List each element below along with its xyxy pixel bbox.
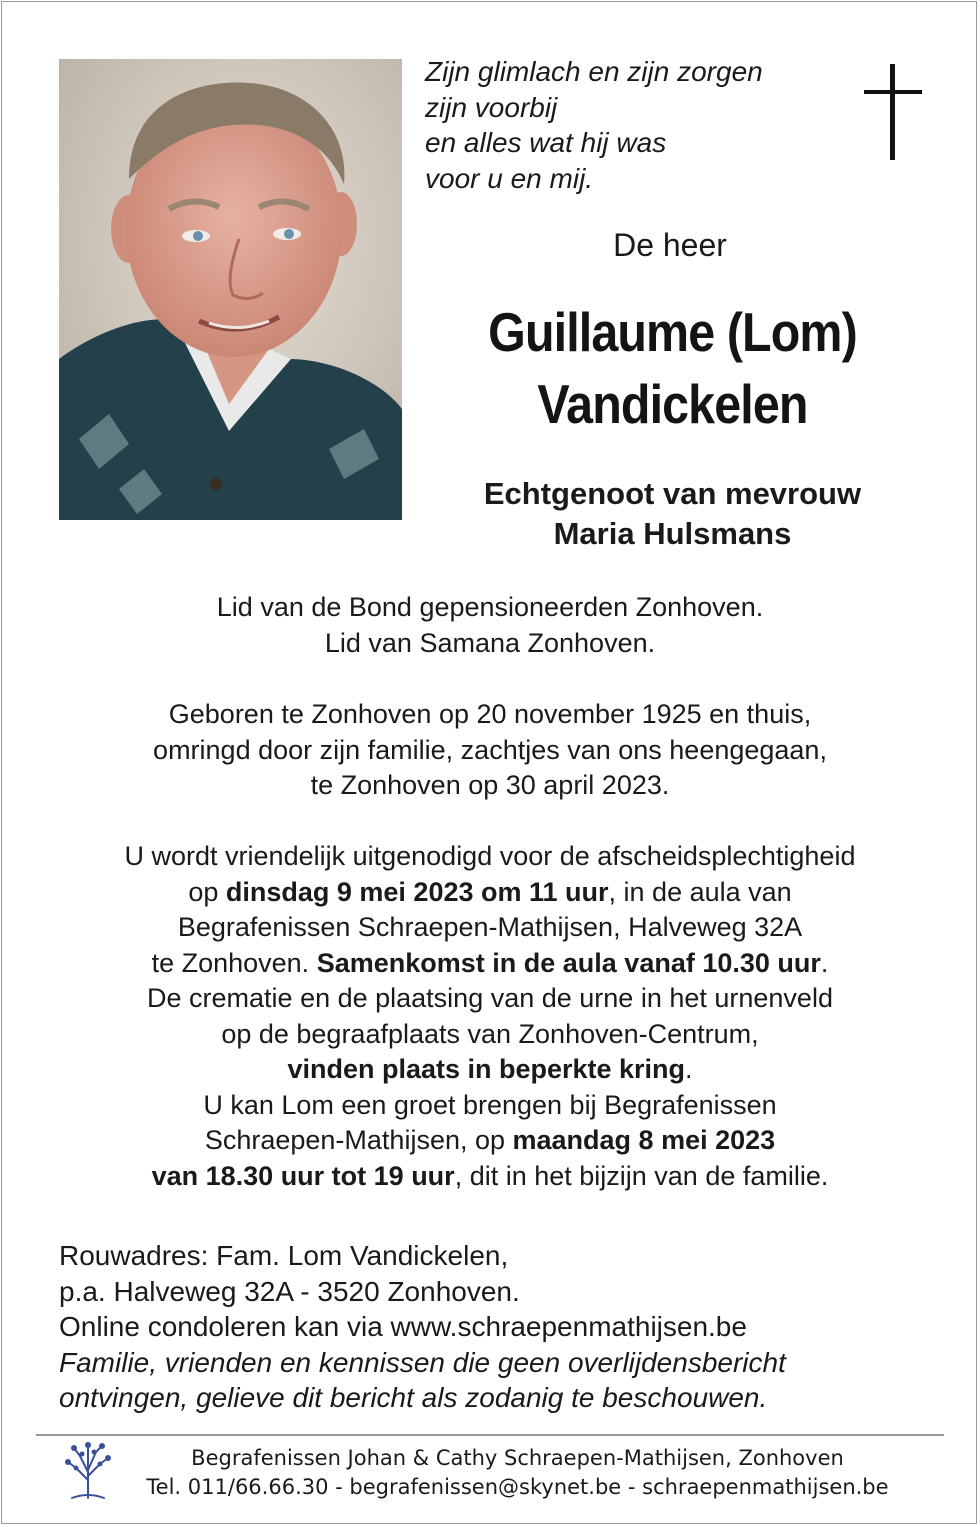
invitation-line (40, 1052, 940, 1088)
birth-death-paragraph (40, 697, 940, 804)
invitation-line (40, 946, 940, 982)
footer-company: Begrafenissen Johan & Cathy Schraepen-Mathijsen, Zonhoven (191, 1446, 844, 1470)
footer-contact: Tel. 011/66.66.30 - begrafenissen@skynet.be - schraepenmathijsen.be (146, 1475, 889, 1499)
spouse-line-2: Maria Hulsmans (553, 516, 792, 551)
visitation-time: van 18.30 uur tot 19 uur (151, 1160, 455, 1191)
funeral-home-footer (120, 1444, 915, 1502)
notice-line: ontvingen, gelieve dit bericht als zodanig te beschouwen. (59, 1382, 768, 1413)
poem-line: zijn voorbij (425, 91, 558, 123)
birth-death-line: omringd door zijn familie, zachtjes van ons heengegaan, (153, 734, 827, 765)
text-span: . (685, 1054, 693, 1084)
gathering-time: Samenkomst in de aula vanaf 10.30 uur (316, 947, 821, 978)
poem-line: en alles wat hij was (425, 127, 667, 158)
cross-icon (864, 64, 922, 160)
address-line: p.a. Halveweg 32A - 3520 Zonhoven. (59, 1275, 520, 1307)
tree-logo-icon (62, 1440, 114, 1500)
birth-death-line: te Zonhoven op 30 april 2023. (310, 770, 670, 800)
membership-line: Lid van de Bond gepensioneerden Zonhoven. (216, 592, 764, 622)
invitation-line: U kan Lom een groet brengen bij Begrafenissen (203, 1089, 777, 1120)
portrait-illustration (59, 59, 402, 520)
invitation-line: U wordt vriendelijk uitgenodigd voor de afscheidsplechtigheid (124, 841, 856, 871)
birth-death-line: Geboren te Zonhoven op 20 november 1925 en thuis, (168, 699, 812, 729)
divider (36, 1434, 944, 1436)
ceremony-date: dinsdag 9 mei 2023 om 11 uur (225, 876, 609, 907)
name-line-1: Guillaume (Lom) (488, 301, 857, 363)
poem (425, 54, 845, 196)
invitation-line (40, 1159, 940, 1195)
poem-line: Zijn glimlach en zijn zorgen (425, 56, 763, 87)
condolence-line: Online condoleren kan via www.schraepenmathijsen.be (59, 1311, 747, 1342)
address-line: Rouwadres: Fam. Lom Vandickelen, (59, 1240, 509, 1271)
invitation-line: De crematie en de plaatsing van de urne in het urnenveld (147, 983, 833, 1013)
spouse (430, 474, 915, 554)
portrait-photo (59, 59, 402, 520)
address-block (59, 1238, 939, 1416)
text-span: Schraepen-Mathijsen, op (204, 1125, 513, 1155)
invitation-line: op de begraafplaats van Zonhoven-Centrum, (221, 1018, 759, 1049)
text-span: te Zonhoven. (151, 947, 317, 978)
spouse-line-1: Echtgenoot van mevrouw (483, 476, 862, 511)
visitation-date: maandag 8 mei 2023 (512, 1125, 776, 1155)
invitation-line (40, 1123, 940, 1159)
deceased-name (459, 296, 886, 440)
text-span: op (188, 876, 226, 907)
poem-line: voor u en mij. (425, 162, 594, 194)
text-span: , in de aula van (608, 876, 792, 907)
invitation-paragraph (40, 839, 940, 1194)
private-note: vinden plaats in beperkte kring (287, 1054, 686, 1084)
notice-line: Familie, vrienden en kennissen die geen overlijdensbericht (59, 1346, 786, 1378)
honorific: De heer (613, 227, 727, 263)
text-span: , dit in het bijzijn van de familie. (454, 1160, 829, 1191)
text-span: . (820, 947, 829, 978)
invitation-line (40, 875, 940, 911)
membership-line: Lid van Samana Zonhoven. (324, 627, 656, 658)
name-line-2: Vandickelen (537, 373, 808, 435)
memberships (40, 590, 940, 661)
invitation-line: Begrafenissen Schraepen-Mathijsen, Halveweg 32A (177, 912, 803, 942)
